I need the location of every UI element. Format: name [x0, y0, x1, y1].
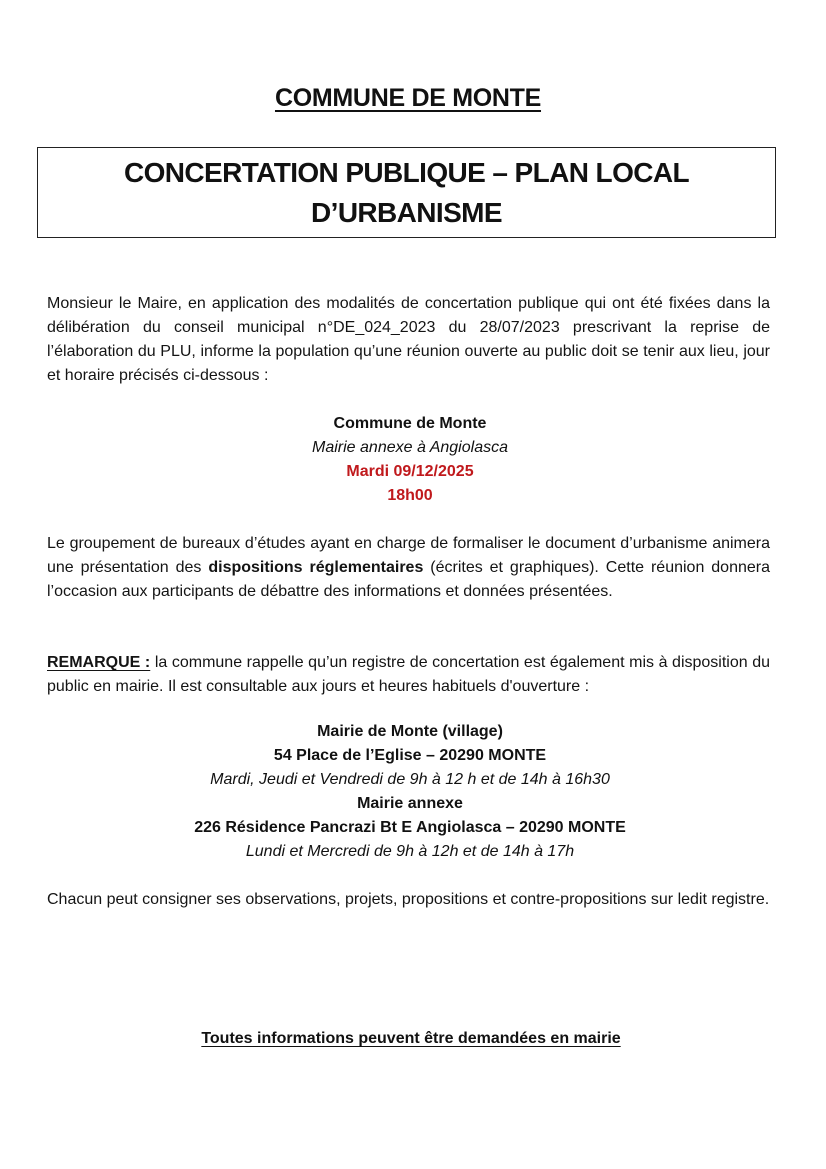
office-name: Mairie de Monte (village)	[317, 723, 503, 740]
meeting-time: 18h00	[387, 487, 433, 504]
closing-paragraph: Chacun peut consigner ses observations, projets, propositions et contre-propositions sur ledit registre.	[47, 891, 770, 908]
groupement-text-before: Le groupement de bureaux d’études ayant en charge de formaliser le document d’urbanisme animera une présentation des	[47, 535, 770, 576]
meeting-details	[0, 412, 820, 508]
footer-note-text: Toutes informations peuvent être demandées en mairie	[201, 1030, 621, 1047]
meeting-date: Mardi 09/12/2025	[346, 463, 474, 480]
title-line-1: CONCERTATION PUBLIQUE – PLAN LOCAL	[123, 156, 689, 188]
office-address: 226 Résidence Pancrazi Bt E Angiolasca – 20290 MONTE	[194, 819, 626, 836]
remarque-paragraph	[47, 651, 770, 699]
page-header	[0, 84, 816, 113]
office-name: Mairie annexe	[357, 795, 463, 812]
title-line-2: D’URBANISME	[311, 196, 502, 228]
groupement-bold-text: dispositions réglementaires	[208, 559, 424, 576]
intro-paragraph: Monsieur le Maire, en application des modalités de concertation publique qui ont été fixées dans la délibération du conseil municipal n°DE_024_2023 du 28/07/2023 prescrivant la reprise de l’élaboration du PLU, informe la population qu’une réunion ouverte au public doit se tenir aux lieu, jour et horaire précisés ci-dessous :	[47, 295, 770, 384]
footer-note	[0, 1030, 822, 1048]
office-address: 54 Place de l’Eglise – 20290 MONTE	[273, 747, 547, 764]
remarque-label: REMARQUE :	[47, 654, 151, 671]
office-hours	[0, 720, 820, 864]
meeting-location: Mairie annexe à Angiolasca	[312, 439, 508, 456]
commune-title: COMMUNE DE MONTE	[274, 84, 542, 112]
office-hours-text: Mardi, Jeudi et Vendredi de 9h à 12 h et de 14h à 16h30	[210, 771, 610, 788]
groupement-paragraph	[47, 532, 770, 604]
remarque-text: la commune rappelle qu’un registre de concertation est également mis à disposition du public en mairie. Il est consultable aux jours et heures habituels d'ouverture :	[47, 654, 771, 695]
groupement-text-after: (écrites et graphiques). Cette réunion donnera l’occasion aux participants de débattre des informations et données présentées.	[47, 559, 770, 600]
meeting-place: Commune de Monte	[333, 415, 487, 432]
title-box	[37, 147, 776, 238]
office-hours-text: Lundi et Mercredi de 9h à 12h et de 14h à 17h	[245, 843, 575, 860]
